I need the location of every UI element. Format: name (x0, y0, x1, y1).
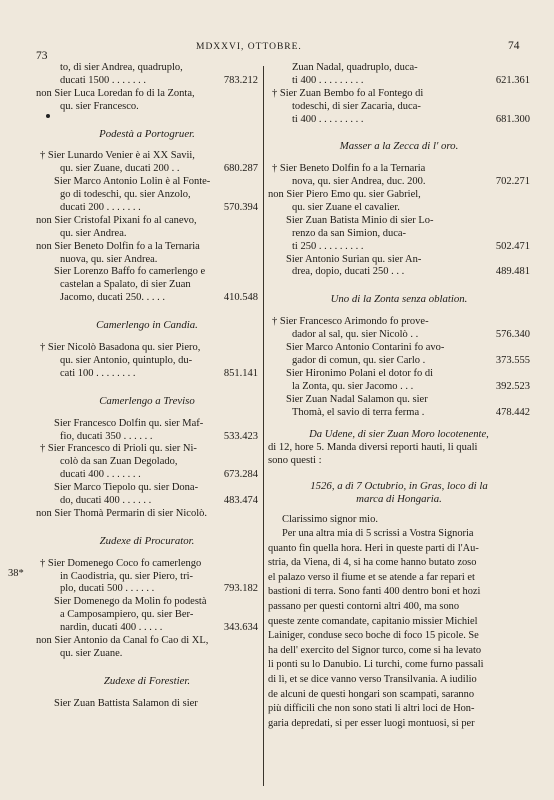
entry-text: qu. sier Zuane. (60, 647, 123, 659)
section-heading: Podestà a Portogruer. (99, 127, 195, 140)
entry-line (36, 508, 258, 521)
letter-line: de alcuni de questi hongari son scampati, saranno (268, 688, 475, 700)
entry-line (40, 558, 258, 571)
section-heading: Camerlengo a Treviso (99, 394, 195, 407)
section-heading: Camerlengo in Candia. (96, 319, 198, 332)
vote-amount: 621.361 (495, 74, 530, 86)
entry-text: non Sier Antonio da Canal fo Cao di XL, (36, 635, 209, 647)
section-heading: Uno di la Zonta senza oblation. (330, 293, 468, 306)
entry-line (292, 407, 530, 420)
entry-text: nova, qu. sier Andrea, duc. 200. (292, 176, 426, 188)
entry-text: la Zonta, qu. sier Jacomo . . . (292, 380, 414, 392)
dateline (268, 429, 530, 468)
entry-text: cati 100 . . . . . . . . (60, 367, 136, 379)
letter-line: più difficili che non sono stati li altri loci de Hon- (268, 703, 475, 715)
letter-line: quanto fin quella hora. Heri in queste parti di l'Au- (268, 542, 479, 554)
entry-line (292, 114, 530, 127)
entry-line (54, 482, 258, 495)
entry-text: ducati 1500 . . . . . . . (60, 74, 147, 86)
entry-line (60, 101, 258, 114)
margin-note: 38* (8, 568, 24, 579)
entry-line (40, 150, 258, 163)
entry-line (60, 355, 258, 368)
entry-text: to, di sier Andrea, quadruplo, (60, 62, 183, 73)
entry-text: qu. sier Andrea. (60, 227, 127, 239)
subheading-line: marca di Hongaria. (356, 493, 442, 506)
letter-line: ha dell' exercito del Signor turco, come si ha levato (268, 644, 482, 656)
entry-text: Sier Marco Antonio Contarini fo avo- (286, 342, 445, 354)
dateline-line: sono questi : (268, 455, 322, 467)
entry-line (40, 443, 258, 456)
entry-text: Sier Marco Tiepolo qu. sier Dona- (54, 482, 199, 494)
entry-line (54, 418, 258, 431)
entry-line (54, 596, 258, 609)
entry-line (60, 456, 258, 469)
vote-amount: 373.555 (495, 354, 530, 366)
entry-line (36, 241, 258, 254)
vote-amount: 783.212 (223, 74, 258, 86)
entry-line (54, 266, 258, 279)
entry-text: Sier Domenego da Molin fo podestà (54, 596, 207, 608)
salutation: Clarissimo signor mio. (282, 514, 378, 526)
right-column (268, 62, 530, 731)
entry-block (36, 418, 258, 521)
letter-line: di lì, et se dice vanno verso Transilvania. A iudilio (268, 673, 477, 685)
entry-text: ducati 400 . . . . . . . (60, 469, 141, 481)
entry-text: qu. sier Antonio, quintuplo, du- (60, 354, 193, 366)
entry-line (60, 368, 258, 381)
section-heading: Zudexe di Forestier. (103, 674, 191, 687)
entry-text: non Sier Luca Loredan fo di la Zonta, (36, 87, 195, 99)
entry-line (292, 176, 530, 189)
vote-amount: 533.423 (223, 430, 258, 442)
entry-text: castelan a Spalato, di sier Zuan (60, 279, 191, 291)
entry-line (60, 279, 258, 292)
entry-block (268, 316, 530, 419)
entry-text: colò da san Zuan Degolado, (60, 456, 178, 468)
entry-block (36, 62, 258, 114)
entry-text: Sier Hironimo Polani el dotor fo di (286, 367, 433, 379)
section-heading: Masser a la Zecca di l' oro. (339, 140, 459, 153)
entry-text: do, ducati 400 . . . . . . (60, 494, 152, 506)
entry-text: drea, dopio, ducati 250 . . . (292, 266, 405, 278)
entry-text: † Sier Zuan Bembo fo al Fontego di (272, 87, 424, 99)
entry-text: Sier Lorenzo Baffo fo camerlengo e (54, 266, 206, 278)
entry-text: non Sier Beneto Dolfin fo a la Ternaria (36, 240, 200, 252)
letter-line: passano per questi contorni altri 400, ma sono (268, 601, 460, 612)
vote-amount: 489.481 (495, 266, 530, 278)
vote-amount: 576.340 (495, 329, 530, 341)
letter-line: el palazo verso il fiume et se atende a far repari et (268, 571, 475, 583)
entry-line (60, 469, 258, 482)
entry-block (36, 342, 258, 381)
entry-line (286, 394, 530, 407)
entry-text: qu. sier Zuane el cavalier. (292, 202, 400, 214)
entry-text: Jacomo, ducati 250. . . . . (60, 292, 165, 304)
column-divider (263, 66, 264, 786)
entry-line (286, 368, 530, 381)
entry-line (292, 202, 530, 215)
entry-line (60, 431, 258, 444)
entry-text: † Sier Beneto Dolfin fo a la Ternaria (272, 163, 426, 175)
entry-line (60, 609, 258, 622)
entry-text: Zuan Nadal, quadruplo, duca- (292, 62, 418, 73)
vote-amount: 392.523 (495, 380, 530, 392)
letter-line: queste zente comandate, capitanio missier Michiel (268, 615, 478, 627)
left-page-number: 73 (36, 50, 48, 62)
entry-line (292, 62, 530, 75)
entry-line (60, 571, 258, 584)
entry-text: gador di comun, qu. sier Carlo . (292, 354, 426, 366)
vote-amount: 570.394 (223, 202, 258, 214)
letter-line: garia depredati, si per esser luogi montuosi, si per (268, 717, 475, 729)
entry-line (292, 241, 530, 254)
letter-subheading (268, 480, 530, 506)
entry-text: qu. sier Zuane, ducati 200 . . (60, 163, 180, 175)
entry-line (268, 189, 530, 202)
entry-text: a Camposampiero, qu. sier Ber- (60, 609, 194, 621)
entry-text: fio, ducati 350 . . . . . . (60, 430, 153, 442)
entry-line (60, 62, 258, 75)
vote-amount: 478.442 (495, 406, 530, 418)
letter-line: Lainiger, conduse seco boche di foco 15 picole. Se (268, 630, 479, 642)
entry-text: go di todeschi, qu. sier Anzolo, (60, 189, 191, 201)
entry-text: dador al sal, qu. sier Nicolò . . (292, 329, 419, 341)
entry-line (54, 698, 258, 711)
entry-line (292, 75, 530, 88)
vote-amount: 851.141 (223, 367, 258, 379)
entry-line (60, 163, 258, 176)
dateline-line: Da Udene, di sier Zuan Moro locotenente, (309, 429, 489, 441)
entry-line (292, 101, 530, 114)
entry-text: † Sier Nicolò Basadona qu. sier Piero, (40, 342, 201, 354)
entry-line (272, 88, 530, 101)
vote-amount: 502.471 (495, 240, 530, 252)
entry-text: Sier Zuan Nadal Salamon qu. sier (286, 393, 428, 405)
entry-text: Sier Francesco Dolfin qu. sier Maf- (54, 417, 204, 429)
entry-text: renzo da san Simion, duca- (292, 227, 407, 239)
entry-line (40, 342, 258, 355)
entry-text: Sier Zuan Battista Salamon di sier (54, 697, 198, 709)
entry-text: in Caodistria, qu. sier Piero, tri- (60, 570, 193, 582)
entry-text: ti 400 . . . . . . . . . (292, 74, 364, 86)
entry-line (292, 329, 530, 342)
entry-block (36, 558, 258, 661)
vote-amount: 702.271 (495, 176, 530, 188)
subheading-line: 1526, a dì 7 Octubrio, in Gras, loco di la (310, 480, 488, 493)
letter-line: li ponti su lo Danubio. Li turchi, come furno passali (268, 659, 484, 671)
entry-line (60, 254, 258, 267)
entry-line (60, 292, 258, 305)
entry-line (60, 228, 258, 241)
section-heading: Zudexe di Procurator. (99, 534, 195, 547)
entry-text: † Sier Francesco Arimondo fo prove- (272, 316, 429, 328)
entry-line (60, 622, 258, 635)
entry-text: ti 400 . . . . . . . . . (292, 113, 364, 125)
entry-line (272, 163, 530, 176)
entry-text: nardin, ducati 400 . . . . . (60, 622, 163, 634)
running-title: MDXXVI, OTTOBRE. (196, 42, 302, 52)
vote-amount: 343.634 (223, 622, 258, 634)
entry-line (292, 228, 530, 241)
letter-line: Per una altra mia di 5 scrissi a Vostra Signoria (282, 528, 474, 540)
entry-line (272, 316, 530, 329)
vote-amount: 483.474 (223, 494, 258, 506)
entry-line (60, 189, 258, 202)
entry-text: Sier Antonio Surian qu. sier An- (286, 253, 422, 265)
entry-line (292, 355, 530, 368)
entry-text: ti 250 . . . . . . . . . (292, 240, 364, 252)
entry-line (286, 215, 530, 228)
entry-text: non Sier Thomà Permarin di sier Nicolò. (36, 507, 207, 519)
vote-amount: 681.300 (495, 113, 530, 125)
entry-text: Thomà, el savio di terra ferma . (292, 406, 425, 418)
letter-body (268, 527, 530, 731)
entry-text: ducati 200 . . . . . . . (60, 202, 141, 214)
entry-text: † Sier Francesco di Prioli qu. sier Ni- (40, 443, 197, 455)
entry-text: todeschi, di sier Zacaria, duca- (292, 100, 421, 112)
entry-line (60, 648, 258, 661)
entry-line (60, 495, 258, 508)
entry-block (36, 698, 258, 711)
entry-text: † Sier Lunardo Venier è ai XX Savii, (40, 150, 195, 162)
entry-line (60, 75, 258, 88)
entry-text: Sier Zuan Batista Minio di sier Lo- (286, 214, 434, 226)
entry-text: non Sier Cristofal Pixani fo al canevo, (36, 214, 197, 226)
entry-line (292, 266, 530, 279)
left-column (36, 62, 258, 711)
entry-line (54, 176, 258, 189)
vote-amount: 793.182 (223, 583, 258, 595)
entry-line (36, 215, 258, 228)
vote-amount: 673.284 (223, 469, 258, 481)
entry-text: non Sier Piero Emo qu. sier Gabriel, (268, 189, 421, 201)
entry-block (36, 150, 258, 305)
entry-text: plo, ducati 500 . . . . . . (60, 583, 155, 595)
letter-line: bastioni di terra. Sono fanti 400 dentro boni et hozi (268, 586, 481, 598)
entry-line (36, 88, 258, 101)
entry-block (268, 163, 530, 279)
entry-line (286, 254, 530, 267)
right-page-number: 74 (508, 40, 520, 52)
entry-text: qu. sier Francesco. (60, 100, 139, 112)
dateline-line: di 12, hore 5. Manda diversi reporti hauti, li quali (268, 442, 478, 454)
entry-text: nuova, qu. sier Andrea. (60, 253, 158, 265)
vote-amount: 680.287 (223, 163, 258, 175)
vote-amount: 410.548 (223, 292, 258, 304)
entry-block (268, 62, 530, 126)
entry-text: Sier Marco Antonio Lolin è al Fonte- (54, 176, 211, 188)
letter-line: stria, da Viena, di 4, si ha come hanno butato zoso (268, 557, 477, 569)
entry-line (60, 583, 258, 596)
entry-line (292, 381, 530, 394)
entry-text: † Sier Domenego Coco fo camerlengo (40, 557, 202, 569)
entry-line (60, 202, 258, 215)
entry-line (286, 342, 530, 355)
entry-line (36, 635, 258, 648)
